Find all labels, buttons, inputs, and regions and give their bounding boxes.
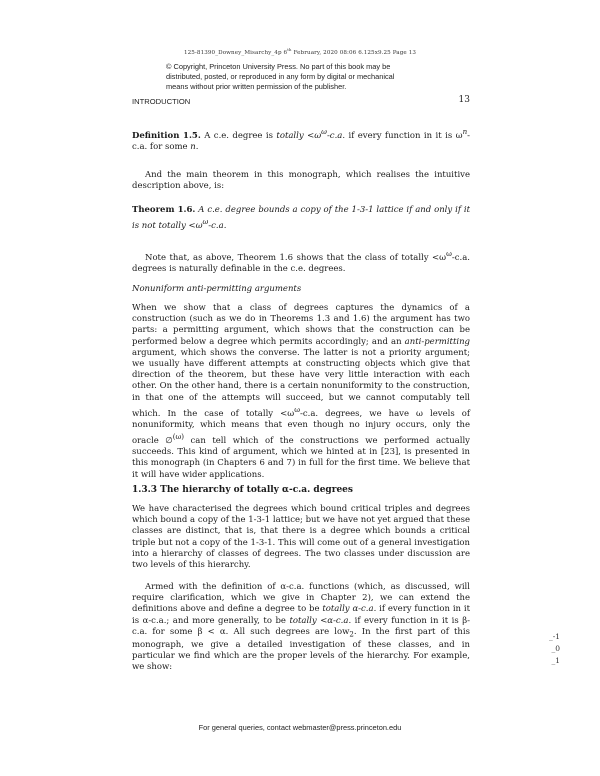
subsection-heading: Nonuniform anti-permitting arguments	[132, 284, 302, 294]
line-marks	[530, 631, 560, 667]
running-head: INTRODUCTION	[132, 97, 191, 106]
copyright-line: © Copyright, Princeton University Press. No part of this book may be	[166, 62, 391, 71]
theorem-1-6: Theorem 1.6. A c.e. degree bounds a copy of the 1-3-1 lattice if and only if it is not totally $<\omega^\omega-c.a$.	[132, 205, 470, 232]
copyright-line: means without prior written permission of the publisher.	[166, 82, 347, 91]
line-mark: _0	[551, 644, 560, 653]
copyright-notice	[166, 62, 446, 92]
copyright-line: distributed, posted, or reproduced in any form by digital or mechanical	[166, 72, 395, 81]
print-header: 125-81390_Downey_Misarchy_4p 6th February, 2020 08:06 6.125x9.25 Page 13	[183, 47, 417, 56]
section-paragraph-2: Armed with the definition of α-c.a. functions (which, as discussed, will require clarification, which we give in Chapter 2), we can extend the definitions above and define a degree to be totally α-c.a. if every function in it is α-c.a.; and more generally, to be totally <α-c.a. if every function in it is β-c.a. for some β < α. All such degrees are low$_2$. In the first part of this monograph, we give a detailed investigation of these classes, and in particular we find which are the proper levels of the hierarchy. For example, we show:	[132, 582, 470, 673]
page-number: 13	[458, 95, 470, 105]
section-heading: 1.3.3 The hierarchy of totally α-c.a. degrees	[132, 485, 353, 495]
section-paragraph-1: We have characterised the degrees which bound critical triples and degrees which bound a copy of the 1-3-1 lattice; but we have not yet argued that these classes are distinct, that is, that there is a degree which bounds a critical triple but not a copy of the 1-3-1. This will come out of a general investigation into a hierarchy of classes of degrees. The two classes under discussion are two levels of this hierarchy.	[132, 504, 470, 571]
note-paragraph: Note that, as above, Theorem 1.6 shows that the class of totally $<\omega^\omega-c.a$. degrees is naturally definable in the c.e. degrees.	[132, 249, 470, 275]
nonuniform-paragraph: When we show that a class of degrees captures the dynamics of a construction (such as we do in Theorems 1.3 and 1.6) the argument has two parts: a permitting argument, which shows that the construction can be performed below a degree which permits accordingly; and an anti-permitting argument, which shows the converse. The latter is not a priority argument; we usually have different attempts at constructing objects which give that direction of the theorem, but these have very little interaction with each other. On the other hand, there is a certain nonuniformity to the construction, in that one of the attempts will succeed, but we cannot computably tell which. In the case of totally $<\omega^\omega-c.a$. degrees, we have ω levels of nonuniformity, which means that even though no injury occurs, only the oracle ∅$^{(\omega)}$ can tell which of the constructions we performed actually succeeds. This kind of argument, which we hinted at in [23], is presented in this monograph (in Chapters 6 and 7) in full for the first time. We believe that it will have wider applications.	[132, 303, 470, 480]
footer-contact: For general queries, contact webmaster@press.princeton.edu	[198, 723, 402, 732]
line-mark: _-1	[548, 632, 560, 641]
intro-paragraph: And the main theorem in this monograph, which realises the intuitive description above, is:	[132, 170, 470, 192]
definition-1-5: Definition 1.5. A c.e. degree is totally $<\omega^\omega-c.a$. if every function in it is $\omega^n-c.a$. for some n.	[132, 127, 470, 153]
line-mark: _1	[551, 656, 560, 665]
